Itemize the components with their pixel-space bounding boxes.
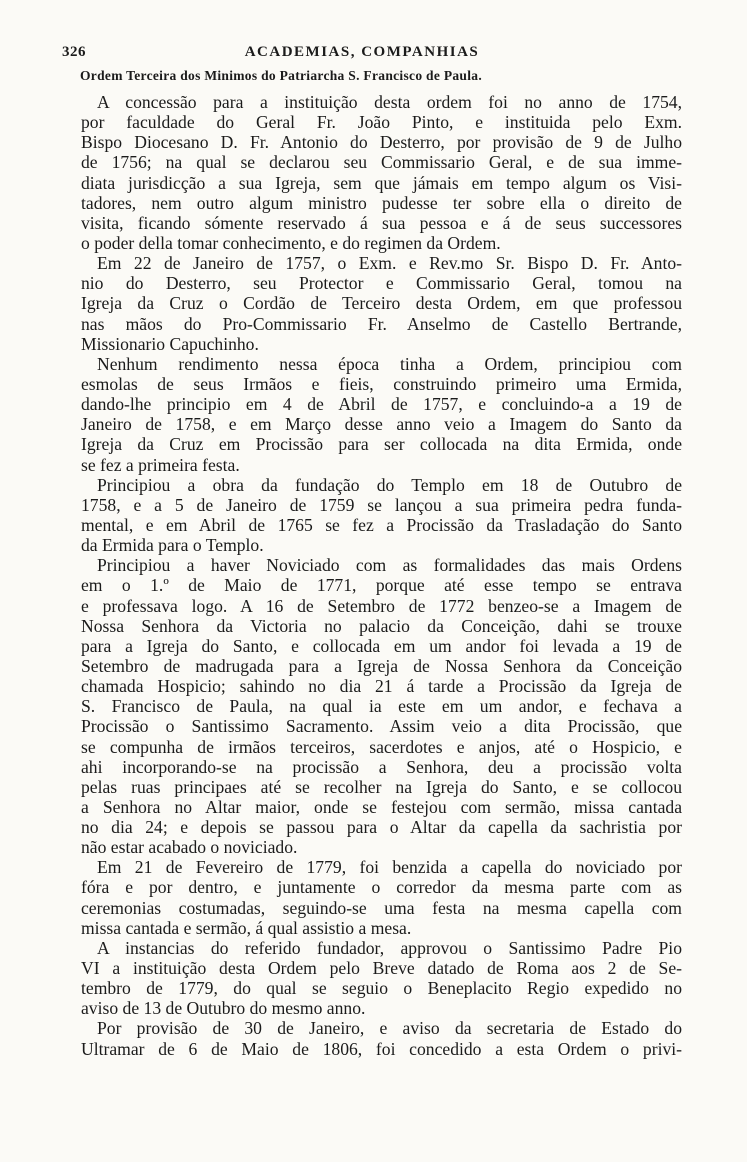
text-line: Bispo Diocesano D. Fr. Antonio do Desterro, por provisão de 9 de Julho bbox=[81, 132, 682, 153]
text-line: Procissão o Santissimo Sacramento. Assim veio a dita Procissão, que bbox=[81, 716, 682, 737]
section-title: Ordem Terceira dos Minimos do Patriarcha S. Francisco de Paula. bbox=[80, 68, 483, 83]
text-line: esmolas de seus Irmãos e fieis, construindo primeiro uma Ermida, bbox=[81, 373, 682, 394]
text-line: Nossa Senhora da Victoria no palacio da Conceição, dahi se trouxe bbox=[81, 615, 682, 636]
text-line: Principiou a haver Noviciado com as formalidades das mais Ordens bbox=[97, 555, 682, 576]
text-line: Janeiro de 1758, e em Março desse anno veio a Imagem do Santo da bbox=[81, 414, 682, 435]
text-line: nio do Desterro, seu Protector e Commissario Geral, tomou na bbox=[81, 273, 682, 294]
text-line: Setembro de madrugada para a Igreja de Nossa Senhora da Conceição bbox=[81, 655, 682, 676]
text-line: em o 1.º de Maio de 1771, porque até esse tempo se entrava bbox=[81, 575, 682, 596]
text-line: de 1756; na qual se declarou seu Commissario Geral, e de sua imme- bbox=[81, 152, 682, 173]
text-line: se compunha de irmãos terceiros, sacerdotes e anjos, até o Hospicio, e bbox=[81, 736, 682, 757]
text-line: chamada Hospicio; sahindo no dia 21 á tarde a Procissão da Igreja de bbox=[81, 676, 682, 697]
text-line: VI a instituição desta Ordem pelo Breve datado de Roma aos 2 de Se- bbox=[81, 958, 682, 979]
text-line: ceremonias costumadas, seguindo-se uma festa na mesma capella com bbox=[81, 897, 682, 918]
text-line: visita, ficando sómente reservado á sua pessoa e á de seus successores bbox=[81, 212, 682, 233]
text-line: Por provisão de 30 de Janeiro, e aviso da secretaria de Estado do bbox=[97, 1018, 682, 1039]
text-line: S. Francisco de Paula, na qual ia este em um andor, e fechava a bbox=[81, 696, 682, 717]
body-text bbox=[81, 92, 682, 1059]
text-line: da Ermida para o Templo. bbox=[81, 535, 264, 556]
text-line: A concessão para a instituição desta ordem foi no anno de 1754, bbox=[97, 92, 682, 112]
running-head: ACADEMIAS, COMPANHIAS bbox=[244, 44, 480, 60]
text-line: Principiou a obra da fundação do Templo em 18 de Outubro de bbox=[97, 474, 682, 495]
text-line: mental, e em Abril de 1765 se fez a Procissão da Trasladação do Santo bbox=[81, 514, 682, 535]
page-number: 326 bbox=[62, 44, 86, 60]
text-line: Ultramar de 6 de Maio de 1806, foi concedido a esta Ordem o privi- bbox=[81, 1038, 682, 1059]
text-line: 1758, e a 5 de Janeiro de 1759 se lançou a sua primeira pedra funda- bbox=[81, 494, 682, 515]
text-line: no dia 24; e depois se passou para o Altar da capella da sachristia por bbox=[81, 817, 682, 838]
text-line: tadores, nem outro algum ministro pudesse ter sobre ella o direito de bbox=[81, 192, 682, 213]
text-line: dando-lhe principio em 4 de Abril de 1757, e concluindo-a a 19 de bbox=[81, 394, 682, 415]
text-line: nas mãos do Pro-Commissario Fr. Anselmo de Castello Bertrande, bbox=[81, 313, 682, 334]
text-line: por faculdade do Geral Fr. João Pinto, e instituida pelo Exm. bbox=[81, 112, 682, 133]
text-line: A instancias do referido fundador, approvou o Santissimo Padre Pio bbox=[97, 937, 682, 958]
text-line: pelas ruas principaes até se recolher na Igreja do Santo, e se collocou bbox=[81, 776, 682, 797]
text-line: o poder della tomar conhecimento, e do regimen da Ordem. bbox=[81, 232, 501, 253]
text-line: Igreja da Cruz em Procissão para ser collocada na dita Ermida, onde bbox=[81, 434, 682, 455]
text-line: missa cantada e sermão, á qual assistio a mesa. bbox=[81, 917, 412, 938]
text-line: aviso de 13 de Outubro do mesmo anno. bbox=[81, 998, 366, 1019]
text-line: ahi incorporando-se na procissão a Senhora, deu a procissão volta bbox=[81, 756, 682, 777]
text-line: Nenhum rendimento nessa época tinha a Ordem, principiou com bbox=[97, 353, 682, 374]
text-line: fóra e por dentro, e juntamente o corredor da mesma parte com as bbox=[81, 877, 682, 898]
text-line: não estar acabado o noviciado. bbox=[81, 837, 298, 858]
text-line: para a Igreja do Santo, e collocada em um andor foi levada a 19 de bbox=[81, 635, 682, 656]
text-line: tembro de 1779, do qual se seguio o Beneplacito Regio expedido no bbox=[81, 978, 682, 999]
text-line: Igreja da Cruz o Cordão de Terceiro desta Ordem, em que professou bbox=[81, 293, 682, 314]
page-header bbox=[62, 44, 662, 64]
text-line: Missionario Capuchinho. bbox=[81, 333, 259, 354]
text-line: a Senhora no Altar maior, onde se festejou com sermão, missa cantada bbox=[81, 796, 682, 817]
text-line: Em 22 de Janeiro de 1757, o Exm. e Rev.mo Sr. Bispo D. Fr. Anto- bbox=[97, 253, 682, 274]
text-line: diata jurisdicção a sua Igreja, sem que jámais em tempo algum os Visi- bbox=[81, 172, 682, 193]
text-line: se fez a primeira festa. bbox=[81, 454, 240, 475]
text-line: Em 21 de Fevereiro de 1779, foi benzida a capella do noviciado por bbox=[97, 857, 682, 878]
text-line: e professava logo. A 16 de Setembro de 1772 benzeo-se a Imagem de bbox=[81, 595, 682, 616]
